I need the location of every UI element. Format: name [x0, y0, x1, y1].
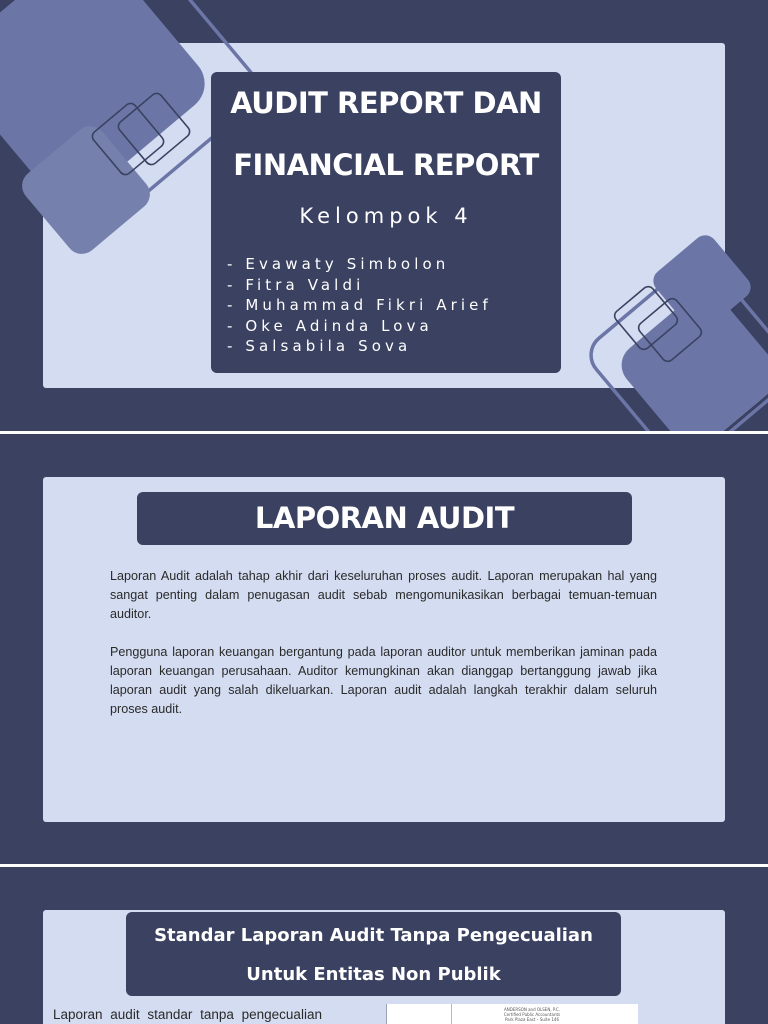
group-subtitle: Kelompok 4 [299, 204, 473, 228]
body-text: Laporan audit standar tanpa pengecualian [53, 1007, 322, 1022]
title-line-2: FINANCIAL REPORT [233, 148, 539, 182]
standard-report-slide [0, 867, 768, 1024]
member-list [227, 254, 492, 357]
title-line-1: AUDIT REPORT DAN [230, 86, 542, 120]
title-slide [0, 0, 768, 431]
report-document-thumbnail [386, 1004, 638, 1024]
paragraph-2: Pengguna laporan keuangan bergantung pada laporan auditor untuk memberikan jaminan pada laporan keuangan perusahaan. Auditor kemungkinan akan dianggap bertanggung jawab jika laporan audit yang salah dikeluarkan. Laporan audit adalah langkah terakhir dalam seluruh proses audit. [110, 645, 657, 716]
paragraph-1: Laporan Audit adalah tahap akhir dari keseluruhan proses audit. Laporan merupakan hal yang sangat penting dalam penugasan audit sebab mengomunikasikan berbagai temuan-temuan auditor. [110, 569, 657, 621]
audit-report-slide [0, 434, 768, 864]
member-item: - Salsabila Sova [227, 337, 412, 355]
member-item: - Muhammad Fikri Arief [227, 296, 492, 314]
section-title-card [126, 912, 621, 996]
member-item: - Fitra Valdi [227, 275, 365, 294]
thumbnail-text: Certified Public Accountants [503, 1012, 561, 1017]
section-title-line-1: Standar Laporan Audit Tanpa Pengecualian [154, 925, 593, 946]
thumbnail-text: ANDERSON and OLSEN, P.C. [504, 1007, 560, 1012]
section-title: LAPORAN AUDIT [254, 501, 515, 535]
section-title-card [137, 492, 632, 545]
margin-line [451, 1004, 452, 1024]
member-item: - Evawaty Simbolon [227, 255, 450, 273]
member-item: - Oke Adinda Lova [227, 316, 433, 335]
thumbnail-text: Park Plaza East – Suite 146 [504, 1017, 559, 1022]
section-title-line-2: Untuk Entitas Non Publik [246, 964, 501, 985]
title-card [211, 72, 561, 373]
